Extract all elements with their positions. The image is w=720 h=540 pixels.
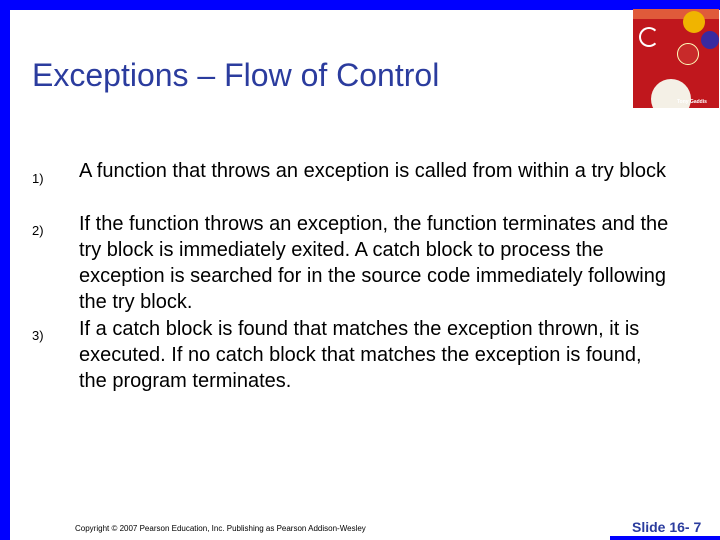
book-cover-image: [633, 9, 719, 108]
list-number: 1): [32, 171, 44, 186]
billiard-ball-icon: [683, 11, 705, 33]
billiard-ball-icon: [677, 43, 699, 65]
bottom-accent-line: [610, 536, 720, 540]
list-item: If the function throws an exception, the function terminates and the try block is immediately exited. A catch block to process the exception is searched for in the source code immediately following the try block.: [79, 213, 669, 313]
list-number: 3): [32, 328, 44, 343]
cover-band: [633, 9, 719, 19]
list-item: If a catch block is found that matches the exception thrown, it is executed. If no catch block that matches the exception is found, the program terminates.: [79, 318, 642, 392]
copyright-footer: Copyright © 2007 Pearson Education, Inc. Publishing as Pearson Addison-Wesley: [75, 524, 366, 533]
billiard-ball-icon: [701, 31, 719, 49]
list-item: A function that throws an exception is called from within a try block: [79, 160, 666, 182]
slide-number: Slide 16- 7: [632, 519, 702, 535]
cover-author: Tony Gaddis: [677, 99, 707, 105]
c-plus-plus-logo-icon: [639, 27, 659, 47]
top-accent-bar: [0, 0, 720, 10]
list-number: 2): [32, 223, 44, 238]
slide-title: Exceptions – Flow of Control: [32, 57, 440, 93]
left-accent-bar: [0, 0, 10, 540]
